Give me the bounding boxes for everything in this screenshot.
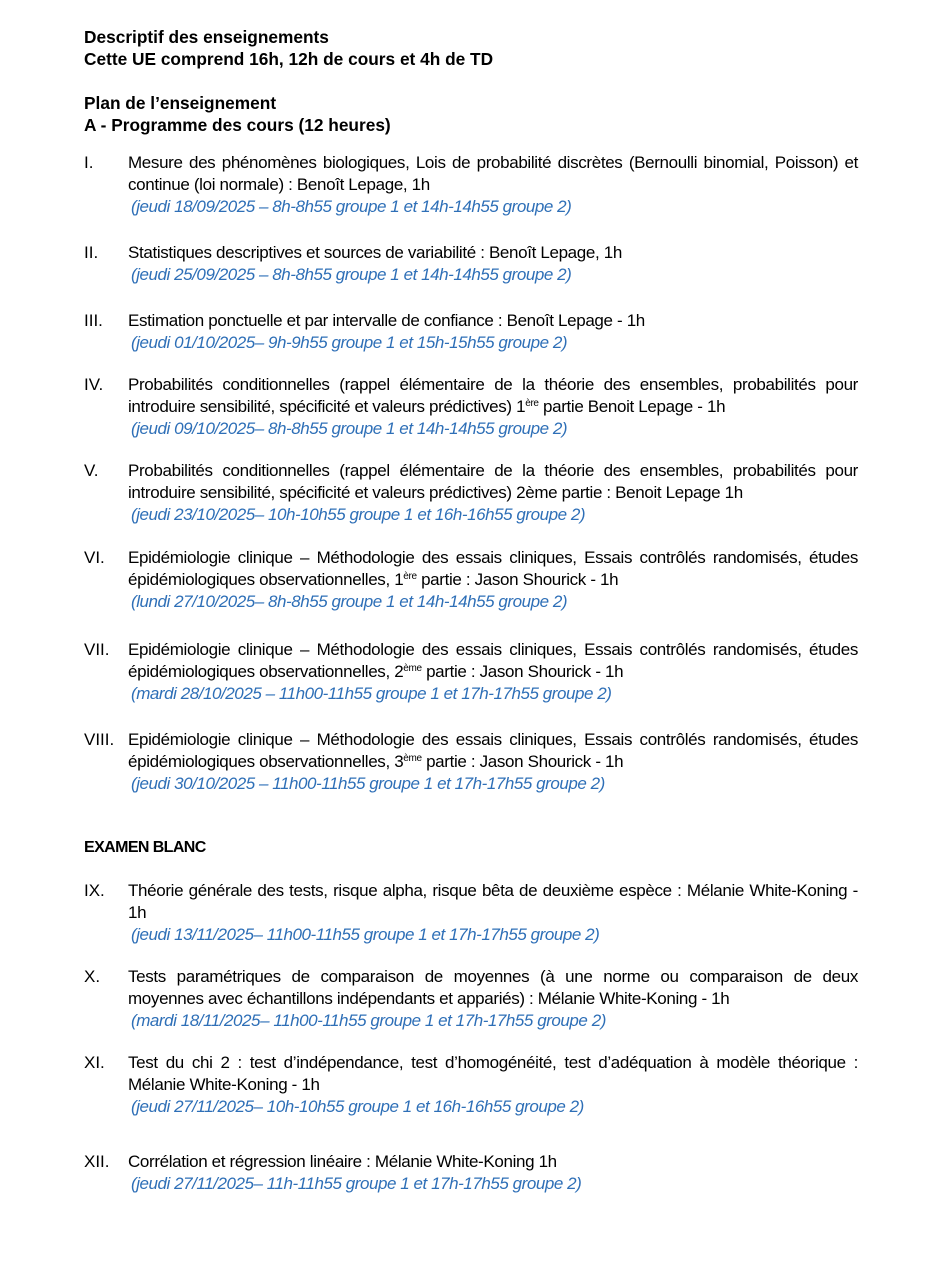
course-item	[84, 547, 858, 613]
course-item	[84, 1151, 858, 1195]
section-title: A - Programme des cours (12 heures)	[84, 115, 391, 135]
item-schedule: (jeudi 27/11/2025– 11h-11h55 groupe 1 et 17h-17h55 groupe 2)	[131, 1174, 582, 1193]
item-number: XI.	[84, 1053, 105, 1072]
document-title: Descriptif des enseignements	[84, 27, 329, 47]
item-schedule: (jeudi 13/11/2025– 11h00-11h55 groupe 1 et 17h-17h55 groupe 2)	[131, 925, 600, 944]
item-title: Epidémiologie clinique – Méthodologie des essais cliniques, Essais contrôlés randomisés, études épidémiologiques observationnelles, 2ème partie : Jason Shourick - 1h	[128, 640, 858, 681]
item-title: Test du chi 2 : test d’indépendance, test d’homogénéité, test d’adéquation à modèle théorique : Mélanie White-Koning - 1h	[128, 1053, 858, 1094]
item-title: Mesure des phénomènes biologiques, Lois de probabilité discrètes (Bernoulli binomial, Poisson) et continue (loi normale) : Benoît Lepage, 1h	[128, 153, 858, 194]
item-number: VIII.	[84, 730, 115, 749]
document-subtitle: Cette UE comprend 16h, 12h de cours et 4h de TD	[84, 49, 494, 69]
ordinal-superscript: ère	[403, 571, 417, 582]
item-schedule: (jeudi 18/09/2025 – 8h-8h55 groupe 1 et 14h-14h55 groupe 2)	[131, 197, 572, 216]
item-number: X.	[84, 967, 101, 986]
item-number: I.	[84, 153, 94, 172]
item-schedule: (lundi 27/10/2025– 8h-8h55 groupe 1 et 14h-14h55 groupe 2)	[131, 592, 568, 611]
item-title: Epidémiologie clinique – Méthodologie des essais cliniques, Essais contrôlés randomisés, études épidémiologiques observationnelles, 3ème partie : Jason Shourick - 1h	[128, 730, 858, 771]
item-title: Théorie générale des tests, risque alpha, risque bêta de deuxième espèce : Mélanie White-Koning - 1h	[128, 881, 858, 922]
document-page	[84, 26, 858, 1195]
item-schedule: (mardi 18/11/2025– 11h00-11h55 groupe 1 et 17h-17h55 groupe 2)	[131, 1011, 606, 1030]
item-number: V.	[84, 461, 99, 480]
item-schedule: (jeudi 01/10/2025– 9h-9h55 groupe 1 et 15h-15h55 groupe 2)	[131, 333, 568, 352]
course-item	[84, 729, 858, 795]
item-number: XII.	[84, 1152, 110, 1171]
item-schedule: (jeudi 09/10/2025– 8h-8h55 groupe 1 et 14h-14h55 groupe 2)	[131, 419, 568, 438]
item-title: Corrélation et régression linéaire : Mélanie White-Koning 1h	[128, 1152, 557, 1171]
item-number: IX.	[84, 881, 105, 900]
course-item	[84, 152, 858, 218]
item-number: IV.	[84, 375, 104, 394]
ordinal-superscript: ère	[525, 398, 539, 409]
course-item	[84, 460, 858, 526]
ordinal-superscript: ème	[403, 663, 422, 674]
item-title: Epidémiologie clinique – Méthodologie des essais cliniques, Essais contrôlés randomisés, études épidémiologiques observationnelles, 1ère partie : Jason Shourick - 1h	[128, 548, 858, 589]
course-item	[84, 1052, 858, 1118]
item-schedule: (jeudi 27/11/2025– 10h-10h55 groupe 1 et 16h-16h55 groupe 2)	[131, 1097, 584, 1116]
plan-title: Plan de l’enseignement	[84, 93, 277, 113]
course-item	[84, 374, 858, 440]
item-title: Probabilités conditionnelles (rappel élémentaire de la théorie des ensembles, probabilités pour introduire sensibilité, spécificité et valeurs prédictives) 1ère partie Benoit Lepage - 1h	[128, 375, 858, 416]
item-schedule: (jeudi 25/09/2025 – 8h-8h55 groupe 1 et 14h-14h55 groupe 2)	[131, 265, 572, 284]
item-title: Probabilités conditionnelles (rappel élémentaire de la théorie des ensembles, probabilités pour introduire sensibilité, spécificité et valeurs prédictives) 2ème partie : Benoit Lepage 1h	[128, 461, 858, 502]
exam-heading: EXAMEN BLANC	[84, 839, 206, 856]
item-number: II.	[84, 243, 99, 262]
item-schedule: (jeudi 30/10/2025 – 11h00-11h55 groupe 1 et 17h-17h55 groupe 2)	[131, 774, 605, 793]
spacer	[84, 70, 858, 92]
item-number: III.	[84, 311, 103, 330]
course-item	[84, 242, 858, 286]
item-schedule: (jeudi 23/10/2025– 10h-10h55 groupe 1 et 16h-16h55 groupe 2)	[131, 505, 586, 524]
item-number: VI.	[84, 548, 105, 567]
item-title: Estimation ponctuelle et par intervalle de confiance : Benoît Lepage - 1h	[128, 311, 645, 330]
item-title: Tests paramétriques de comparaison de moyennes (à une norme ou comparaison de deux moyennes avec échantillons indépendants et appariés) : Mélanie White-Koning - 1h	[128, 967, 858, 1008]
course-item	[84, 310, 858, 354]
course-item	[84, 639, 858, 705]
course-item	[84, 880, 858, 946]
item-title: Statistiques descriptives et sources de variabilité : Benoît Lepage, 1h	[128, 243, 622, 262]
item-schedule: (mardi 28/10/2025 – 11h00-11h55 groupe 1 et 17h-17h55 groupe 2)	[131, 684, 612, 703]
item-number: VII.	[84, 640, 110, 659]
course-item	[84, 966, 858, 1032]
ordinal-superscript: ème	[403, 753, 422, 764]
course-list	[84, 152, 858, 1195]
